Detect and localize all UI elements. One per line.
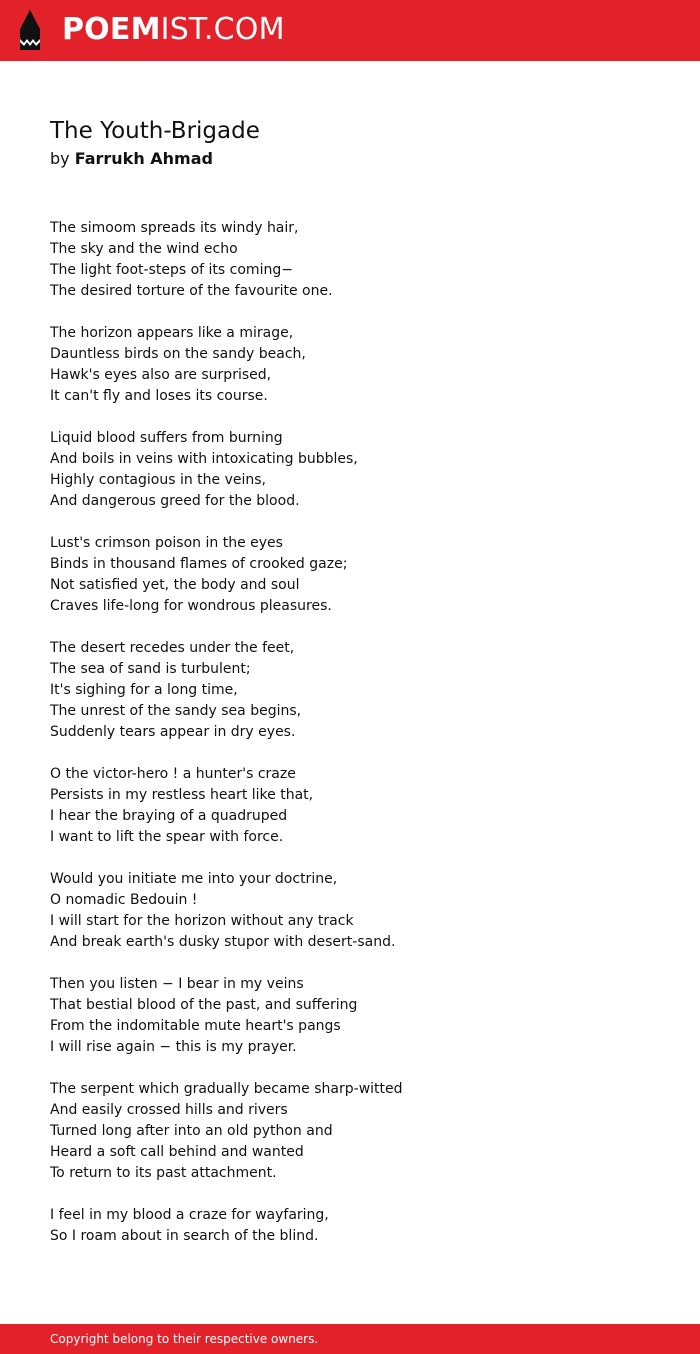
poem-stanza [50, 869, 670, 953]
poem-line: Highly contagious in the veins, [50, 472, 267, 488]
poem-line: And dangerous greed for the blood. [50, 493, 300, 509]
poem-stanza [50, 323, 670, 407]
poem-line: O the victor-hero ! a hunter's craze [50, 766, 296, 782]
site-logo[interactable] [62, 12, 285, 48]
poem-line: And break earth's dusky stupor with desert-sand. [50, 934, 396, 950]
poem-line: Heard a soft call behind and wanted [50, 1144, 304, 1160]
poem-line: Suddenly tears appear in dry eyes. [50, 724, 296, 740]
poem-line: It's sighing for a long time, [50, 682, 238, 698]
poem-stanza [50, 974, 670, 1058]
poem-line: Then you listen − I bear in my veins [50, 976, 304, 992]
poem-line: Dauntless birds on the sandy beach, [50, 346, 306, 362]
poem-line: From the indomitable mute heart's pangs [50, 1018, 341, 1034]
poem-line: Liquid blood suffers from burning [50, 430, 283, 446]
poem-stanza [50, 638, 670, 743]
poem-stanza [50, 218, 670, 302]
poem-line: The sky and the wind echo [50, 241, 238, 257]
poem-line: The simoom spreads its windy hair, [50, 220, 299, 236]
poem-line: Not satisfied yet, the body and soul [50, 577, 300, 593]
poem-stanza [50, 533, 670, 617]
poem-line: I feel in my blood a craze for wayfaring, [50, 1207, 329, 1223]
poem-line: Lust's crimson poison in the eyes [50, 535, 283, 551]
poem-line: The horizon appears like a mirage, [50, 325, 294, 341]
poem-line: I want to lift the spear with force. [50, 829, 284, 845]
poem-line: Hawk's eyes also are surprised, [50, 367, 272, 383]
poem-stanza [50, 428, 670, 512]
poem-line: I will start for the horizon without any track [50, 913, 354, 929]
poem-stanza [50, 1205, 670, 1247]
logo-text-light: IST.COM [160, 12, 285, 47]
poem-stanza [50, 764, 670, 848]
poem-line: The desert recedes under the feet, [50, 640, 295, 656]
poem-line: And boils in veins with intoxicating bubbles, [50, 451, 358, 467]
poem-line: Would you initiate me into your doctrine, [50, 871, 338, 887]
poem-line: Turned long after into an old python and [50, 1123, 333, 1139]
poem-line: I will rise again − this is my prayer. [50, 1039, 297, 1055]
poem-line: The light foot-steps of its coming− [50, 262, 293, 278]
site-footer [0, 1324, 700, 1354]
copyright-text: Copyright belong to their respective owners. [50, 1332, 319, 1346]
by-label: by [50, 149, 70, 168]
poem-line: To return to its past attachment. [50, 1165, 277, 1181]
poem-byline [50, 148, 213, 170]
logo-text-bold: POEM [62, 12, 161, 47]
poem-line: It can't fly and loses its course. [50, 388, 268, 404]
poem-line: The desired torture of the favourite one. [50, 283, 333, 299]
poem-line: Binds in thousand flames of crooked gaze; [50, 556, 348, 572]
poem-line: And easily crossed hills and rivers [50, 1102, 288, 1118]
author-name: Farrukh Ahmad [74, 149, 213, 168]
poem-line: The unrest of the sandy sea begins, [50, 703, 302, 719]
site-header [0, 0, 700, 61]
poem-body [50, 218, 670, 1268]
poem-line: Craves life-long for wondrous pleasures. [50, 598, 332, 614]
poem-line: The sea of sand is turbulent; [50, 661, 251, 677]
poem-line: I hear the braying of a quadruped [50, 808, 288, 824]
poem-stanza [50, 1079, 670, 1184]
poem-line: That bestial blood of the past, and suffering [50, 997, 358, 1013]
pencil-icon[interactable] [17, 9, 43, 51]
poem-line: Persists in my restless heart like that, [50, 787, 314, 803]
poem-line: O nomadic Bedouin ! [50, 892, 198, 908]
poem-line: The serpent which gradually became sharp-witted [50, 1081, 403, 1097]
poem-title: The Youth-Brigade [50, 118, 260, 144]
poem-line: So I roam about in search of the blind. [50, 1228, 319, 1244]
